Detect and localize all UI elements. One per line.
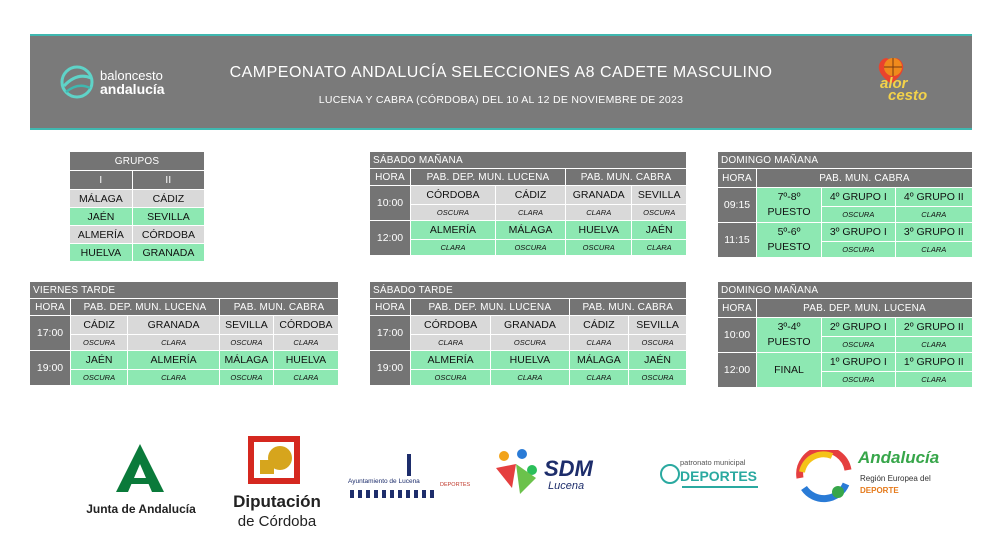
kit-cell: OSCURA xyxy=(629,370,686,385)
team-cell: CÓRDOBA xyxy=(411,186,495,204)
team-cell: CÁDIZ xyxy=(570,316,628,334)
region-europea-text: Región Europea del xyxy=(860,474,931,483)
kit-cell: CLARA xyxy=(496,205,565,220)
kit-cell: OSCURA xyxy=(491,335,568,350)
team-cell: HUELVA xyxy=(274,351,338,369)
logo-text-andalucia: andalucía xyxy=(100,81,165,97)
team-cell: MÁLAGA xyxy=(496,221,565,239)
diputacion-cordoba-logo xyxy=(222,432,332,532)
team-cell: 4º GRUPO I xyxy=(822,188,895,206)
patronato-deportes-logo xyxy=(660,454,764,498)
kit-cell: CLARA xyxy=(566,205,631,220)
header-banner xyxy=(30,34,972,130)
junta-andalucia-logo xyxy=(76,440,206,520)
match-time: 19:00 xyxy=(370,351,410,385)
match-time: 09:15 xyxy=(718,188,756,222)
team-cell: 3º GRUPO II xyxy=(896,223,972,241)
kit-cell: CLARA xyxy=(570,370,628,385)
kit-cell: CLARA xyxy=(128,335,219,350)
team-cell: ALMERÍA xyxy=(411,351,490,369)
group-cell: CÁDIZ xyxy=(133,190,204,207)
match-time: 17:00 xyxy=(30,316,70,350)
kit-cell: CLARA xyxy=(491,370,568,385)
kit-cell: CLARA xyxy=(128,370,219,385)
sunday-lucena-table xyxy=(717,281,973,388)
team-cell: GRANADA xyxy=(128,316,219,334)
kit-cell: OSCURA xyxy=(71,370,127,385)
kit-cell: CLARA xyxy=(411,240,495,255)
groups-title: GRUPOS xyxy=(70,152,204,170)
team-cell: JAÉN xyxy=(632,221,686,239)
hora-header: HORA xyxy=(718,299,756,317)
group-ii-header: II xyxy=(133,171,204,189)
ayuntamiento-deportes-text: DEPORTES xyxy=(440,482,471,488)
match-label: 5º-6º PUESTO xyxy=(757,223,821,257)
team-cell: 1º GRUPO I xyxy=(822,353,895,371)
team-cell: JAÉN xyxy=(629,351,686,369)
venue-header: PAB. DEP. MUN. LUCENA xyxy=(411,169,565,185)
patronato-text: patronato municipal xyxy=(680,458,746,467)
match-time: 10:00 xyxy=(718,318,756,352)
kit-cell: CLARA xyxy=(274,370,338,385)
match-time: 12:00 xyxy=(370,221,410,255)
kit-cell: OSCURA xyxy=(629,335,686,350)
kit-cell: CLARA xyxy=(896,337,972,352)
team-cell: ALMERÍA xyxy=(128,351,219,369)
match-time: 10:00 xyxy=(370,186,410,220)
kit-cell: OSCURA xyxy=(822,372,895,387)
kit-cell: CLARA xyxy=(632,240,686,255)
kit-cell: OSCURA xyxy=(822,337,895,352)
venue-header: PAB. MUN. CABRA xyxy=(757,169,972,187)
kit-cell: OSCURA xyxy=(411,205,495,220)
kit-cell: OSCURA xyxy=(822,242,895,257)
sdm-text: SDM xyxy=(544,456,593,481)
team-cell: SEVILLA xyxy=(629,316,686,334)
hora-header: HORA xyxy=(718,169,756,187)
team-cell: HUELVA xyxy=(566,221,631,239)
diputacion-crest-icon xyxy=(246,434,302,486)
athletes-icon xyxy=(492,448,540,498)
team-cell: ALMERÍA xyxy=(411,221,495,239)
team-cell: MÁLAGA xyxy=(570,351,628,369)
patronato-swirl-icon xyxy=(660,460,680,488)
team-cell: 4º GRUPO II xyxy=(896,188,972,206)
page-subtitle: LUCENA Y CABRA (CÓRDOBA) DEL 10 AL 12 DE NOVIEMBRE DE 2023 xyxy=(318,94,684,106)
kit-cell: CLARA xyxy=(274,335,338,350)
friday-afternoon-table xyxy=(29,281,339,386)
tower-icon xyxy=(404,454,414,476)
match-label: 3º-4º PUESTO xyxy=(757,318,821,352)
groups-table xyxy=(69,151,205,262)
deporte-text: DEPORTE xyxy=(860,486,899,495)
team-cell: JAÉN xyxy=(71,351,127,369)
match-time: 19:00 xyxy=(30,351,70,385)
junta-a-icon xyxy=(112,442,168,494)
team-cell: SEVILLA xyxy=(632,186,686,204)
group-cell: CÓRDOBA xyxy=(133,226,204,243)
kit-cell: OSCURA xyxy=(632,205,686,220)
session-title: SÁBADO MAÑANA xyxy=(370,152,686,168)
ayuntamiento-lucena-logo xyxy=(348,454,473,504)
kit-cell: CLARA xyxy=(896,372,972,387)
match-label: 7º-8º PUESTO xyxy=(757,188,821,222)
kit-cell: OSCURA xyxy=(220,370,273,385)
hora-header: HORA xyxy=(370,169,410,185)
kit-cell: CLARA xyxy=(896,207,972,222)
team-cell: CÁDIZ xyxy=(71,316,127,334)
session-title: DOMINGO MAÑANA xyxy=(718,282,972,298)
sunday-cabra-table xyxy=(717,151,973,258)
team-cell: 2º GRUPO I xyxy=(822,318,895,336)
page-title: CAMPEONATO ANDALUCÍA SELECCIONES A8 CADETE MASCULINO xyxy=(229,64,773,81)
match-time: 11:15 xyxy=(718,223,756,257)
sdm-lucena-logo xyxy=(492,446,617,506)
kit-cell: CLARA xyxy=(570,335,628,350)
session-title: DOMINGO MAÑANA xyxy=(718,152,972,168)
logo-text-cesto: cesto xyxy=(888,87,928,104)
patronato-deportes-text: DEPORTES xyxy=(680,468,758,484)
kit-cell: OSCURA xyxy=(411,370,490,385)
match-time: 17:00 xyxy=(370,316,410,350)
team-cell: MÁLAGA xyxy=(220,351,273,369)
andalucia-text: Andalucía xyxy=(858,448,940,467)
saturday-afternoon-table xyxy=(369,281,687,386)
group-cell: ALMERÍA xyxy=(70,226,132,243)
logo-text-alor: alor xyxy=(880,75,908,92)
ayuntamiento-text: Ayuntamiento de Lucena xyxy=(348,478,420,485)
hora-header: HORA xyxy=(370,299,410,315)
venue-header: PAB. DEP. MUN. LUCENA xyxy=(411,299,569,315)
session-title: SÁBADO TARDE xyxy=(370,282,686,298)
venue-header: PAB. DEP. MUN. LUCENA xyxy=(71,299,219,315)
venue-header: PAB. MUN. CABRA xyxy=(566,169,686,185)
team-cell: HUELVA xyxy=(491,351,568,369)
team-cell: CÁDIZ xyxy=(496,186,565,204)
team-cell: 1º GRUPO II xyxy=(896,353,972,371)
valor-cesto-logo xyxy=(868,52,944,108)
logo-text-baloncesto: baloncesto xyxy=(100,68,163,83)
sdm-lucena-text: Lucena xyxy=(548,480,585,492)
team-cell: GRANADA xyxy=(491,316,568,334)
session-title: VIERNES TARDE xyxy=(30,282,338,298)
saturday-morning-table xyxy=(369,151,687,256)
cordoba-text: de Córdoba xyxy=(237,513,317,530)
ayuntamiento-decor xyxy=(350,490,438,498)
match-time: 12:00 xyxy=(718,353,756,387)
team-cell: GRANADA xyxy=(566,186,631,204)
valor-cesto-text xyxy=(880,75,928,104)
diputacion-text: Diputación xyxy=(233,492,321,511)
match-label: FINAL xyxy=(757,353,821,387)
team-cell: 2º GRUPO II xyxy=(896,318,972,336)
andalucia-sun-icon xyxy=(796,450,852,506)
venue-header: PAB. MUN. CABRA xyxy=(220,299,338,315)
group-cell: HUELVA xyxy=(70,244,132,261)
kit-cell: OSCURA xyxy=(220,335,273,350)
group-cell: GRANADA xyxy=(133,244,204,261)
team-cell: 3º GRUPO I xyxy=(822,223,895,241)
team-cell: CÓRDOBA xyxy=(274,316,338,334)
kit-cell: OSCURA xyxy=(496,240,565,255)
kit-cell: OSCURA xyxy=(566,240,631,255)
andalucia-region-europea-logo xyxy=(796,448,956,508)
group-i-header: I xyxy=(70,171,132,189)
group-cell: JAÉN xyxy=(70,208,132,225)
group-cell: MÁLAGA xyxy=(70,190,132,207)
kit-cell: CLARA xyxy=(411,335,490,350)
sponsor-logos-row xyxy=(0,430,999,540)
hora-header: HORA xyxy=(30,299,70,315)
venue-header: PAB. DEP. MUN. LUCENA xyxy=(757,299,972,317)
kit-cell: OSCURA xyxy=(71,335,127,350)
team-cell: CÓRDOBA xyxy=(411,316,490,334)
venue-header: PAB. MUN. CABRA xyxy=(570,299,686,315)
group-cell: SEVILLA xyxy=(133,208,204,225)
team-cell: SEVILLA xyxy=(220,316,273,334)
kit-cell: OSCURA xyxy=(822,207,895,222)
junta-text: Junta de Andalucía xyxy=(86,502,196,516)
patronato-underline xyxy=(682,486,758,488)
kit-cell: CLARA xyxy=(896,242,972,257)
